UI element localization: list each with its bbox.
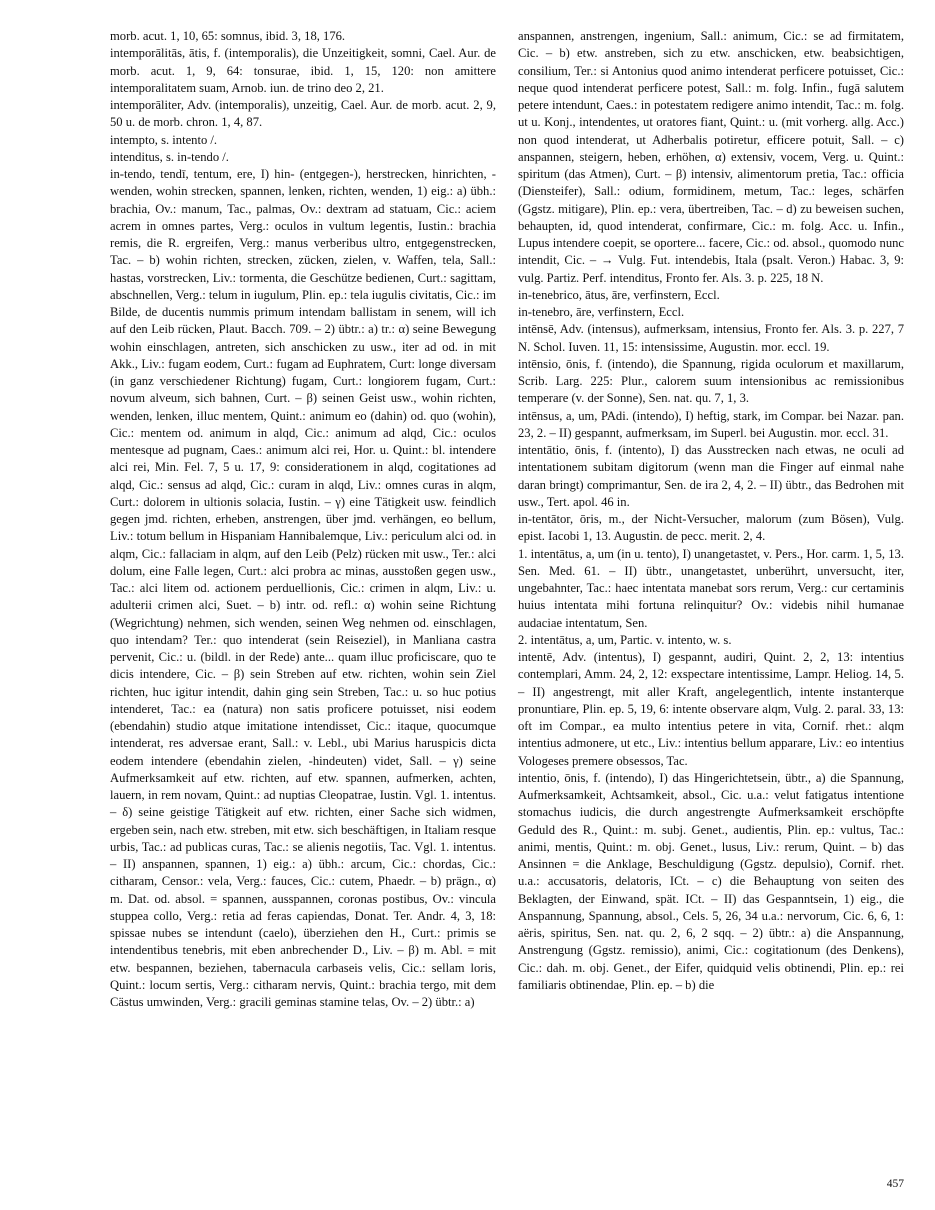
left-column: [110, 28, 496, 1011]
page-number: 457: [886, 1178, 904, 1190]
left-column-entry: intemporāliter, Adv. (intemporalis), unzeitig, Cael. Aur. de morb. acut. 2, 9, 50 u. de morb. chron. 1, 4, 87.: [110, 98, 496, 130]
right-column-entry: intentātio, ōnis, f. (intento), I) das Ausstrecken nach etwas, ne oculi ad intentationem subitam digitorum (wenn man die Finger auf einmal nahe daran bringt) comprimantur, Sen. de ira 2, 4, 2. – II) übtr., das Bedrohen mit usw., Tert. apol. 46 in.: [518, 443, 904, 509]
right-column-entry: in-tentātor, ōris, m., der Nicht-Versucher, malorum (zum Bösen), Vulg. epist. Iacobi 1, 13. Augustin. de pecc. merit. 2, 4.: [518, 512, 904, 544]
right-column-entry: anspannen, anstrengen, ingenium, Sall.: animum, Cic.: se ad firmitatem, Cic. – b) etw. anstreben, sich zu etw. anschicken, etw. beabsichtigen, consilium, Ter.: si Antonius quod animo intenderat perficere potuisset, Cic.: neque quod intenderat perficere potest, Sall.: m. folg. Infin., fugā salutem petere intendunt, Caes.: in potestatem redigere animo intendit, Tac.: m. folg. ut u. Konj., intendentes, ut oratores fiant, Quint.: u. (mit vorherg. allg. Acc.) non quod intenderat, ut Adherbalis potiretur, efficere potuit, Sall. – c) anspannen, steigern, heben, erhöhen, α) extensiv, vocem, Verg. u. Quint.: spiritum (das Atmen), Curt. – β) intensiv, alimentorum pretia, Tac.: officia (Diensteifer), Sall.: odium, formidinem, metum, Tac.: leges, schärfen (Ggstz. mitigare), Plin. ep.: vera, übertreiben, Tac. – d) zu beweisen suchen, behaupten, id, quod intenderat, confirmare, Cic.: m. folg. Acc. u. Infin., Lupus intendere coepit, se oportere... facere, Cic.: od. absol., quomodo nunc intendit, Cic. – → Vulg. Fut. intendebis, Itala (psalt. Veron.) Habac. 3, 9: vulg. Partiz. Perf. intenditus, Fronto fer. Als. 3. p. 225, 18 N.: [518, 29, 904, 285]
right-column-entry: intēnsē, Adv. (intensus), aufmerksam, intensius, Fronto fer. Als. 3. p. 227, 7 N. Schol. Iuven. 11, 15: intensissime, Augustin. mor. eccl. 19.: [518, 322, 904, 354]
right-column: [518, 28, 904, 994]
right-column-entry: intēnsus, a, um, PAdi. (intendo), I) heftig, stark, im Compar. bei Nazar. pan. 23, 2. – II) gespannt, aufmerksam, im Superl. bei Augustin. mor. eccl. 31.: [518, 408, 904, 440]
right-column-entry: 2. intentātus, a, um, Partic. v. intento, w. s.: [518, 632, 732, 647]
right-column-entry: in-tenebrico, ātus, āre, verfinstern, Eccl.: [518, 287, 720, 302]
left-column-entry: in-tendo, tendī, tentum, ere, I) hin- (entgegen-), herstrecken, hinrichten, -wenden, wohin strecken, spannen, lenken, richten, wenden, 1) eig.: a) übh.: brachia, Ov.: manum, Tac., palmas, Ov.: dextram ad statuam, Cic.: aciem acrem in omnes partes, Verg.: oculos in vultum legentis, Iustin.: brachia remis, die R. ergreifen, Verg.: manus verberibus ultro, entgegenstrecken, Tac. – b) wohin richten, strecken, zücken, zielen, v. Waffen, tela, Sall.: hastas, vorstrecken, Liv.: tormenta, die Geschütze bedienen, Curt.: sagittam, abschnellen, Verg.: telum in iugulum, Plin. ep.: tela iugulis civitatis, Cic.: im Bilde, de ducentis nummis primum intendam ballistam in senem, will ich auf den Leib rücken, Plaut. Bacch. 709. – 2) übtr.: a) tr.: α) seine Bewegung wohin einschlagen, antreten, sich anschicken zu usw., iter ad od. in mit Akk., Liv.: fugam eodem, Curt.: fugam ad Euphratem, Curt: longe diversam (in ganz verschiedener Richtung) fugam, Curt.: longiorem fugam, Curt.: novum alveum, sich bahnen, Curt. – β) seinen Geist usw., wohin richten, wenden, lenken, illuc mentem, Quint.: animum eo (dahin) od. quo (wohin), Cic.: mentem od. animum in alqd, Cic.: animum ad alqd, Cic.: oculos mentesque ad pugnam, Caes.: animum alci rei, Hor. u. Quint.: bl. intendere alci rei, Min. Fel. 7, 5 u. 17, 9: considerationem in alqd, cogitationes ad alqd, Cic.: sensus ad alqd, Cic.: curam in alqd, Liv.: omnes curas in alqm, Curt.: dolorem in ultionis solacia, Iustin. – γ) eine Tätigkeit usw. feindlich gegen jmd. richten, erheben, anstrengen, über jmd. verhängen, eo bellum, Liv.: totum bellum in Hispaniam Hannibalemque, Liv.: periculum alci od. in alqm, Cic.: fallaciam in alqm, auf den Leib (Pelz) rücken mit usw., Ter.: alci dolum, eine Falle legen, Curt.: alci probra ac minas, ausstoßen gegen usw., Tac.: alci litem od. actionem perduellionis, Cic.: crimen in alqm, Liv.: u. adulterii crimen alci, Suet. – b) intr. od. refl.: α) wohin seine Richtung (Wegrichtung) nehmen, sich wenden, seinen Weg nehmen od. einschlagen, quo intendam? Ter.: quo intenderat (sein Reiseziel), in Manliana castra pervenit, Cic.: u. (bildl. in der Rede) ante... quam illuc proficiscare, quo te dicis intendere, Cic. – β) sein Streben auf etw. richten, wohin sein Ziel richten, huc igitur intendit, dahin ging sein Streben, Tac.: u. so huc potius intenderet, Tac.: ea (natura) non satis proficere potuisset, nisi eodem (ebendahin) studio atque imitatione intendisset, Cic.: itaque, quocumque intenderat, res adversae erant, Sall.: v. Lebl., ubi Marius haruspicis dicta eodem intendere (ebendahin zielen, -hindeuten) videt, Sall. – γ) seine Aufmerksamkeit auf etw. richten, auf etw. spannen, aufmerken, achten, lauern, in rem novam, Quint.: ad nuptias Cleopatrae, Iustin. Vgl. 1. intentus. – δ) seine geistige Tätigkeit auf etw. richten, einer Sache sich widmen, ergeben sein, nach etw. streben, mit etw. sich beschäftigen, in Italiam resque urbis, Tac.: ad publicas curas, Tac.: se alienis negotiis, Tac. Vgl. 1. intentus. – II) anspannen, spannen, 1) eig.: a) übh.: arcum, Cic.: chordas, Cic.: citharam, Censor.: vela, Verg.: fauces, Cic.: cutem, Phaedr. – b) prägn., α) m. Dat. od. absol. = spannen, ausspannen, coronas postibus, Ov.: vincula stuppea collo, Verg.: retia ad feras capiendas, Donat. Ter. Andr. 4, 3, 18: spissae nubes se intendunt (caelo), überziehen den H., Curt.: primis se intendentibus tenebris, mit eben anbrechender D., Liv. – β) m. Abl. = mit etw. bespannen, beziehen, tabernacula carbaseis velis, Cic.: sellam loris, Quint.: locum sertis, Verg.: citharam nervis, Quint.: brachia tergo, mit dem Cästus umwinden, Verg.: gracili geminas stamine telas, Ov. – 2) übtr.: a): [110, 167, 496, 1009]
right-column-entry: 1. intentātus, a, um (in u. tento), I) unangetastet, v. Pers., Hor. carm. 1, 5, 13. Sen. Med. 61. – II) übtr., unangetastet, unberührt, unversucht, iter, ungebahnter, Tac.: haec intentata manebat sors rerum, Verg.: cur certaminis huius intentata mihi fortuna relinquitur? Ov.: videbis nihil humanae audaciae intentatum, Sen.: [518, 546, 904, 630]
left-column-entry: morb. acut. 1, 10, 65: somnus, ibid. 3, 18, 176.: [110, 29, 346, 43]
right-column-entry: intēnsio, ōnis, f. (intendo), die Spannung, rigida oculorum et maxillarum, Scrib. Larg. 225: Plur., calorem suum intensionibus ac remissionibus temperare (v. der Sonne), Sen. nat. qu. 7, 1, 3.: [518, 356, 904, 406]
right-column-entry: intentē, Adv. (intentus), I) gespannt, audiri, Quint. 2, 2, 13: intentius contemplari, Amm. 24, 2, 12: exspectare intentissime, Lampr. Heliog. 14, 5. – II) angestrengt, mit aller Kraft, angelegentlich, intente instanterque pronuntiare, Plin. ep. 5, 19, 6: intente observare alqm, Vulg. 2. paral. 33, 13: oft im Compar., ea multo intentius petere in vita, Cornif. rhet.: alqm intentius admonere, ut etc., Liv.: intentius bellum apparare, Liv.: eo intentius Vologeses premere obsessos, Tac.: [518, 650, 904, 768]
left-column-entry: intempto, s. intento /.: [110, 132, 218, 147]
left-column-entry: intenditus, s. in-tendo /.: [110, 149, 229, 164]
right-column-entry: intentio, ōnis, f. (intendo), I) das Hingerichtetsein, übtr., a) die Spannung, Aufmerksamkeit, Achtsamkeit, absol., Cic. u.a.: velut fatigatus intentione stomachus iudicis, die durch angestrengte Aufmerksamkeit erschöpfte Geduld des R., Quint.: m. subj. Genet., audientis, Plin. ep.: vultus, Tac.: animi, mentis, Quint.: m. obj. Genet., lusus, Liv.: rerum, Quint. – b) das Ansinnen = die Anklage, Beschuldigung (Ggstz. depulsio), Cornif. rhet. u.a.: accusatoris, delatoris, ICt. – c) die Behauptung von seiten des Beklagten, der Einwand, spät. ICt. – II) das Gespanntsein, 1) eig., die Anspannung, Spannung, absol., Cels. 5, 26, 34 u.a.: nervorum, Cic. 6, 6, 1: aëris, spiritus, Sen. nat. qu. 2, 6, 2 sqq. – 2) übtr.: a) die Anspannung, Anstrengung (Ggstz. remissio), animi, Cic.: cogitationum (des Denkens), Cic.: dah. m. obj. Genet., der Eifer, quidquid velis obtinendi, Plin. ep.: rei familiaris obtinendae, Plin. ep. – b) die: [518, 770, 904, 992]
left-column-entry: intemporālitās, ātis, f. (intemporalis), die Unzeitigkeit, somni, Cael. Aur. de morb. acut. 1, 9, 64: tonsurae, ibid. 1, 15, 120: non amittere intemporalitatem suam, Arnob. iun. de trino deo 2, 21.: [110, 46, 496, 95]
right-column-entry: in-tenebro, āre, verfinstern, Eccl.: [518, 305, 685, 319]
